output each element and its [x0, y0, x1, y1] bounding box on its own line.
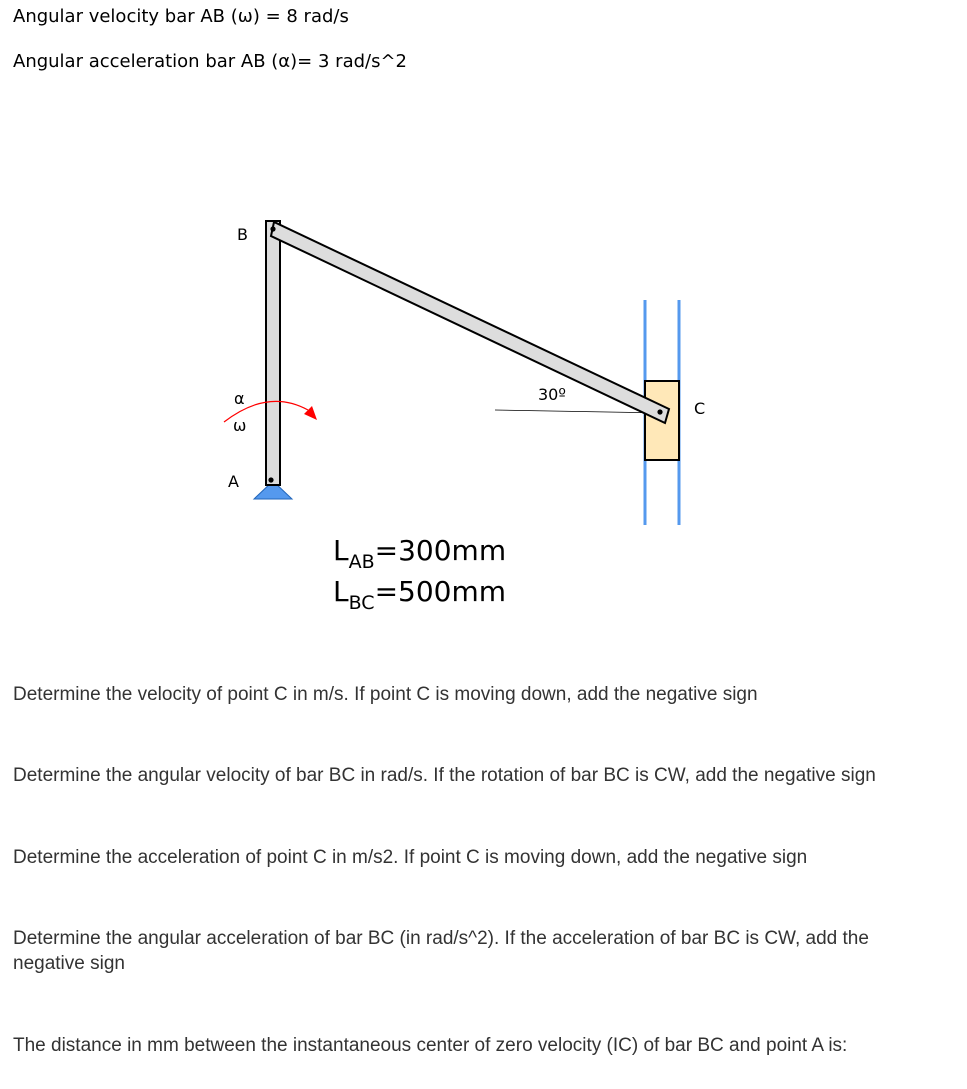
given-angular-acceleration: Angular acceleration bar AB (α)= 3 rad/s^2 — [13, 51, 407, 72]
label-alpha: α — [234, 389, 245, 408]
length-label-ab — [333, 534, 507, 573]
label-point-a: A — [228, 472, 239, 491]
label-point-c: C — [694, 399, 706, 418]
bar-bc — [271, 222, 669, 423]
label-point-b: B — [237, 225, 248, 244]
question-angular-acceleration-bc: Determine the angular acceleration of bar BC (in rad/s^2). If the acceleration of bar BC is CW, add the negative sign — [13, 928, 869, 974]
length-label-bc-prefix: L — [333, 575, 349, 608]
pin-c — [657, 409, 662, 414]
label-angle: 30º — [538, 385, 566, 404]
length-label-bc — [333, 575, 507, 614]
length-label-bc-value: =500mm — [374, 575, 507, 608]
question-ic-distance: The distance in mm between the instantaneous center of zero velocity (IC) of bar BC and point A is: — [13, 1035, 848, 1056]
length-label-ab-subscript: AB — [348, 551, 375, 573]
label-omega: ω — [233, 416, 247, 435]
question-acceleration-c: Determine the acceleration of point C in m/s2. If point C is moving down, add the negative sign — [13, 847, 808, 868]
length-label-bc-subscript: BC — [348, 592, 375, 614]
length-label-ab-prefix: L — [333, 534, 349, 567]
rotation-arrowhead — [304, 406, 317, 420]
pin-b — [270, 226, 275, 231]
pin-a — [268, 477, 273, 482]
given-angular-velocity: Angular velocity bar AB (ω) = 8 rad/s — [13, 6, 349, 27]
question-angular-velocity-bc: Determine the angular velocity of bar BC in rad/s. If the rotation of bar BC is CW, add the negative sign — [13, 765, 876, 786]
length-label-ab-value: =300mm — [374, 534, 507, 567]
question-velocity-c: Determine the velocity of point C in m/s. If point C is moving down, add the negative sign — [13, 684, 758, 705]
bar-ab — [266, 221, 280, 485]
